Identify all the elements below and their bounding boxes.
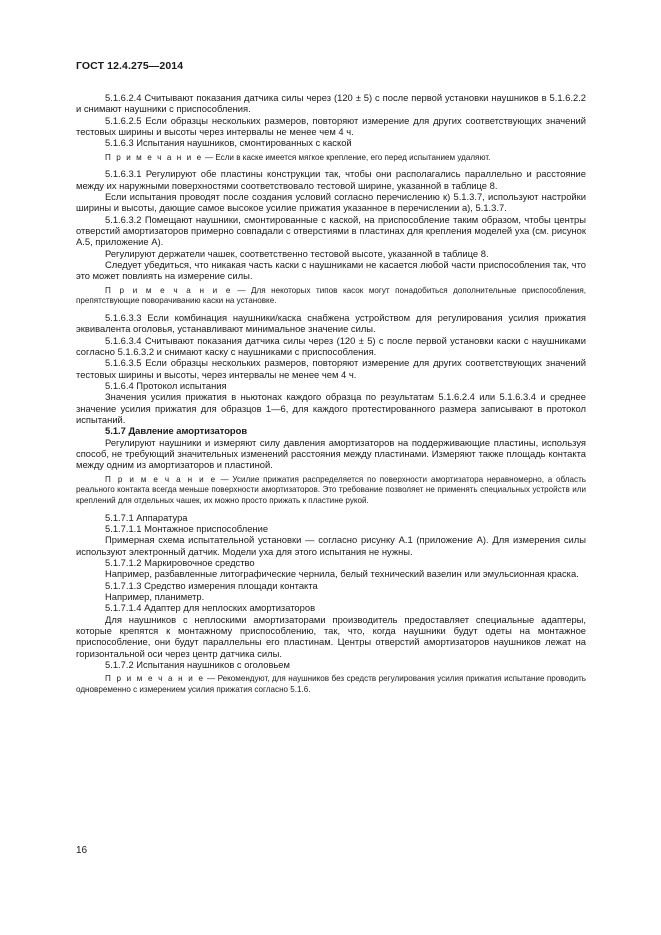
heading-5-1-7-1-2: 5.1.7.1.2 Маркировочное средство [105, 556, 255, 568]
note-label: П р и м е ч а н и е [105, 285, 232, 295]
paragraph-5-1-6-2-5: 5.1.6.2.5 Если образцы нескольких размеров, повторяют измерение для других соответствующих значений тестовых ширины и высоты через интервалы не менее чем 4 ч. [76, 114, 586, 138]
paragraph-5-1-6-3-1: 5.1.6.3.1 Регулируют обе пластины конструкции так, чтобы они располагались параллельно и расстояние между их наружными поверхностями соответствовало тестовой ширине, указанной в таблице 8. [76, 168, 586, 191]
document-header: ГОСТ 12.4.275—2014 [76, 60, 184, 72]
heading-5-1-7-1-4: 5.1.7.1.4 Адаптер для неплоских амортизаторов [105, 602, 316, 614]
note-text: — Усилие прижатия распределяется по поверхности амортизатора неравномерно, а область реального контакта всегда меньше поверхности амортизаторов. Это требование позволяет не применять специальных устройств или креплений для отдельных чашек, их можно просто прижать к пластине рукой. [76, 474, 587, 505]
heading-5-1-7-1-3: 5.1.7.1.3 Средство измерения площади контакта [105, 579, 318, 591]
note-text: — Рекомендуют, для наушников без средств регулирования усилия прижатия испытание проводить одновременно с измерением усилия прижатия согласно 5.1.6. [76, 674, 586, 694]
paragraph-planimeter: Например, планиметр. [105, 590, 205, 602]
note-2 [76, 286, 586, 307]
paragraph-protocol: Значения усилия прижатия в ньютонах каждого образца по результатам 5.1.6.2.4 или 5.1.6.3.4 и среднее значение усилия прижатия для образцов 1—6, для каждого протестированного размера записывают в протокол испытаний. [76, 391, 586, 426]
paragraph-5-1-6-2-4: 5.1.6.2.4 Считывают показания датчика силы через (120 ± 5) с после первой установки наушников в 5.1.6.2.2 и снимают наушники с приспособления. [76, 92, 586, 115]
document-body [76, 92, 586, 701]
heading-5-1-6-3: 5.1.6.3 Испытания наушников, смонтированных с каской [105, 137, 352, 149]
note-text: — Для некоторых типов касок могут понадобиться дополнительные приспособления, препятствующие поворачиванию каски на установке. [76, 285, 586, 306]
page-number: 16 [76, 845, 88, 856]
note-1 [76, 153, 586, 164]
paragraph-5-1-6-3-4: 5.1.6.3.4 Считывают показания датчика силы через (120 ± 5) с после первой установки каски с наушниками согласно 5.1.6.3.2 и снимают каску с наушниками с приспособления. [76, 334, 586, 357]
paragraph-5-1-6-3-3: 5.1.6.3.3 Если комбинация наушники/каска снабжена устройством для регулирования усилия прижатия эквивалента оголовья, устанавливают минимальное значение силы. [76, 311, 586, 335]
paragraph-cushion-pressure: Регулируют наушники и измеряют силу давления амортизаторов на поддерживающие пластины, используя способ, не требующий значительных изменений расстояния между пластинами. Измеряют также площадь контакта между одним из амортизаторов и пластиной. [76, 436, 586, 471]
heading-5-1-6-4: 5.1.6.4 Протокол испытания [105, 380, 227, 391]
heading-5-1-7-1: 5.1.7.1 Аппаратура [105, 511, 188, 523]
paragraph-5-1-6-3-5: 5.1.6.3.5 Если образцы нескольких размеров, повторяют измерение для других соответствующих значений тестовых ширины и высоты, через интервалы не менее чем 4 ч. [76, 357, 586, 380]
note-label: П р и м е ч а н и е [105, 474, 217, 484]
paragraph-setup-scheme: Примерная схема испытательной установки — согласно рисунку А.1 (приложение А). Для измерения силы используют электронный датчик. Модели уха для этого испытания не нужны. [76, 534, 586, 557]
note-text: — Если в каске имеется мягкое крепление, его перед испытанием удаляют. [205, 152, 491, 162]
note-4 [76, 674, 586, 695]
paragraph-adapter: Для наушников с неплоскими амортизаторами производитель предоставляет специальные адаптеры, которые крепятся к монтажному приспособлению, так, что, когда наушники будут одеты на монтажное приспособление, они будут параллельны его пластинам. Центры отверстий амортизаторов наушников лежат на горизонтальной оси через центр датчика силы. [76, 613, 586, 659]
note-label: П р и м е ч а н и е [105, 152, 203, 162]
paragraph-5-1-6-3-2: 5.1.6.3.2 Помещают наушники, смонтированные с каской, на приспособление таким образом, чтобы центры отверстий амортизаторов примерно совпадали с отверстиями в пластинах для крепления моделей уха (см. рисунок А.5, приложение А). [76, 213, 586, 248]
heading-5-1-7-1-1: 5.1.7.1.1 Монтажное приспособление [105, 522, 269, 534]
heading-5-1-7: 5.1.7 Давление амортизаторов [105, 425, 248, 437]
paragraph-helmet-check: Следует убедиться, что никакая часть каски с наушниками не касается любой части приспособления так, что это может повлиять на измерение силы. [76, 259, 586, 282]
note-3 [76, 475, 586, 507]
paragraph-marking-example: Например, разбавленные литографические чернила, белый технический вазелин или эмульсионная краска. [105, 568, 579, 580]
note-label: П р и м е ч а н и е [105, 674, 205, 684]
heading-5-1-7-2: 5.1.7.2 Испытания наушников с оголовьем [105, 659, 290, 670]
paragraph-conditions: Если испытания проводят после создания условий согласно перечислению к) 5.1.3.7, используют настройки ширины и высоты, дающие самое высокое усилие прижатия указанное в перечислении а), 5.1.3.7. [76, 191, 586, 214]
paragraph-cup-holders: Регулируют держатели чашек, соответственно тестовой высоте, указанной в таблице 8. [105, 247, 489, 259]
